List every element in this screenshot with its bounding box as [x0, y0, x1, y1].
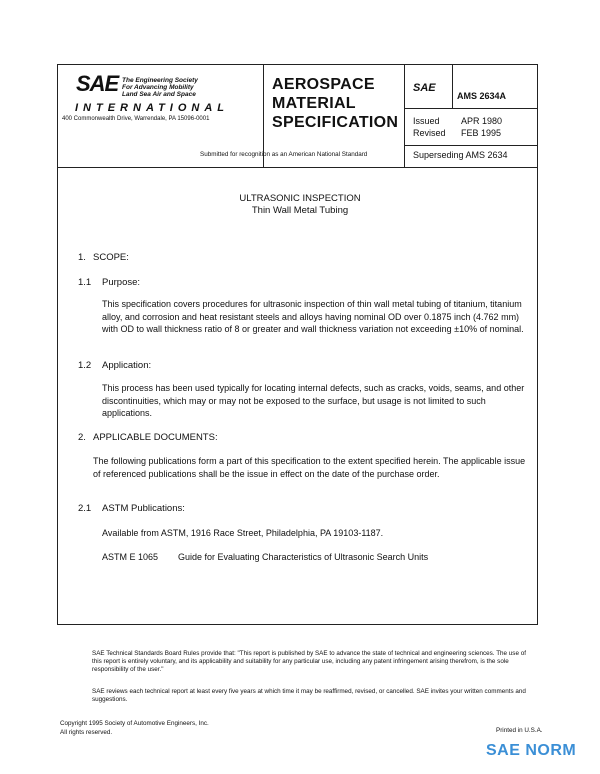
- section-number: 1.1: [78, 277, 92, 288]
- section-number: 1.: [78, 252, 86, 263]
- purpose-text: This specification covers procedures for ultrasonic inspection of thin wall metal tubing of titanium, titanium alloy, and corrosion and heat resistant steels and alloys having nominal OD over 0.1875 inch (4.762 mm) with OD to wall thickness ratio of 8 or greater and wall thickness variation not exceeding ±10% of nominal.: [102, 299, 524, 334]
- section-heading: Purpose:: [102, 277, 141, 288]
- submitted-note: Submitted for recognition as an American National Standard: [200, 151, 368, 158]
- astm-availability: Available from ASTM, 1916 Race Street, Philadelphia, PA 19103-1187.: [102, 528, 384, 538]
- doc-number: AMS 2634A: [457, 91, 507, 101]
- astm-ref-id: ASTM E 1065: [102, 552, 159, 562]
- applicable-docs-text: The following publications form a part of this specification to the extent specified herein. The applicable issue of referenced publications shall be the issue in effect on the date of the purchase order.: [93, 456, 526, 479]
- review-note: SAE reviews each technical report at least every five years at which time it may be reaffirmed, revised, or cancelled. SAE invites your written comments and suggestions.: [92, 688, 526, 703]
- copyright: Copyright 1995 Society of Automotive Engineers, Inc.: [60, 720, 209, 727]
- section-heading: SCOPE:: [93, 252, 129, 263]
- sae-logo: SAE: [76, 71, 119, 96]
- section-heading: APPLICABLE DOCUMENTS:: [93, 432, 218, 443]
- revised-label: Revised: [413, 128, 446, 138]
- sae-small-logo: SAE: [413, 82, 436, 94]
- section-heading: Application:: [102, 360, 152, 371]
- international-label: INTERNATIONAL: [75, 102, 230, 114]
- section-number: 2.: [78, 432, 86, 443]
- doc-title: ULTRASONIC INSPECTION: [239, 193, 361, 204]
- application-text: This process has been used typically for locating internal defects, such as cracks, voids, seams, and other discontinuities, which may or may not be exposed to the surface, but usage is not limited to such applications.: [102, 383, 525, 418]
- superseding: Superseding AMS 2634: [413, 150, 508, 160]
- issued-label: Issued: [413, 116, 440, 126]
- header-divider: [404, 64, 405, 168]
- section-heading: ASTM Publications:: [102, 503, 185, 514]
- section-number: 2.1: [78, 503, 92, 514]
- section-number: 1.2: [78, 360, 92, 371]
- rights: All rights reserved.: [60, 729, 113, 736]
- standards-board-note: SAE Technical Standards Board Rules provide that: "This report is published by SAE to advance the state of technical and engineering sciences. The use of this report is entirely voluntary, and its applicability and suitability for any particular use, including any patent infringement arising therefrom, is the sole responsibility of the user.": [92, 650, 526, 673]
- spec-title: AEROSPACE MATERIAL SPECIFICATION: [272, 76, 399, 131]
- sae-tagline: The Engineering Society For Advancing Mobility Land Sea Air and Space: [122, 77, 198, 98]
- issued-date: APR 1980: [461, 116, 503, 126]
- sae-norm-watermark: SAE NORM: [486, 742, 577, 759]
- header-divider: [452, 64, 453, 109]
- header-divider: [404, 108, 538, 109]
- doc-subtitle: Thin Wall Metal Tubing: [251, 205, 349, 216]
- page-border-left: [57, 168, 58, 624]
- revised-date: FEB 1995: [461, 128, 502, 138]
- page-border-right: [537, 168, 538, 624]
- address: 400 Commonwealth Drive, Warrendale, PA 15096-0001: [62, 116, 210, 122]
- printed-in: Printed in U.S.A.: [496, 727, 543, 734]
- astm-ref-title: Guide for Evaluating Characteristics of Ultrasonic Search Units: [178, 552, 429, 562]
- page-border-bottom: [57, 624, 538, 625]
- header-divider: [404, 145, 538, 146]
